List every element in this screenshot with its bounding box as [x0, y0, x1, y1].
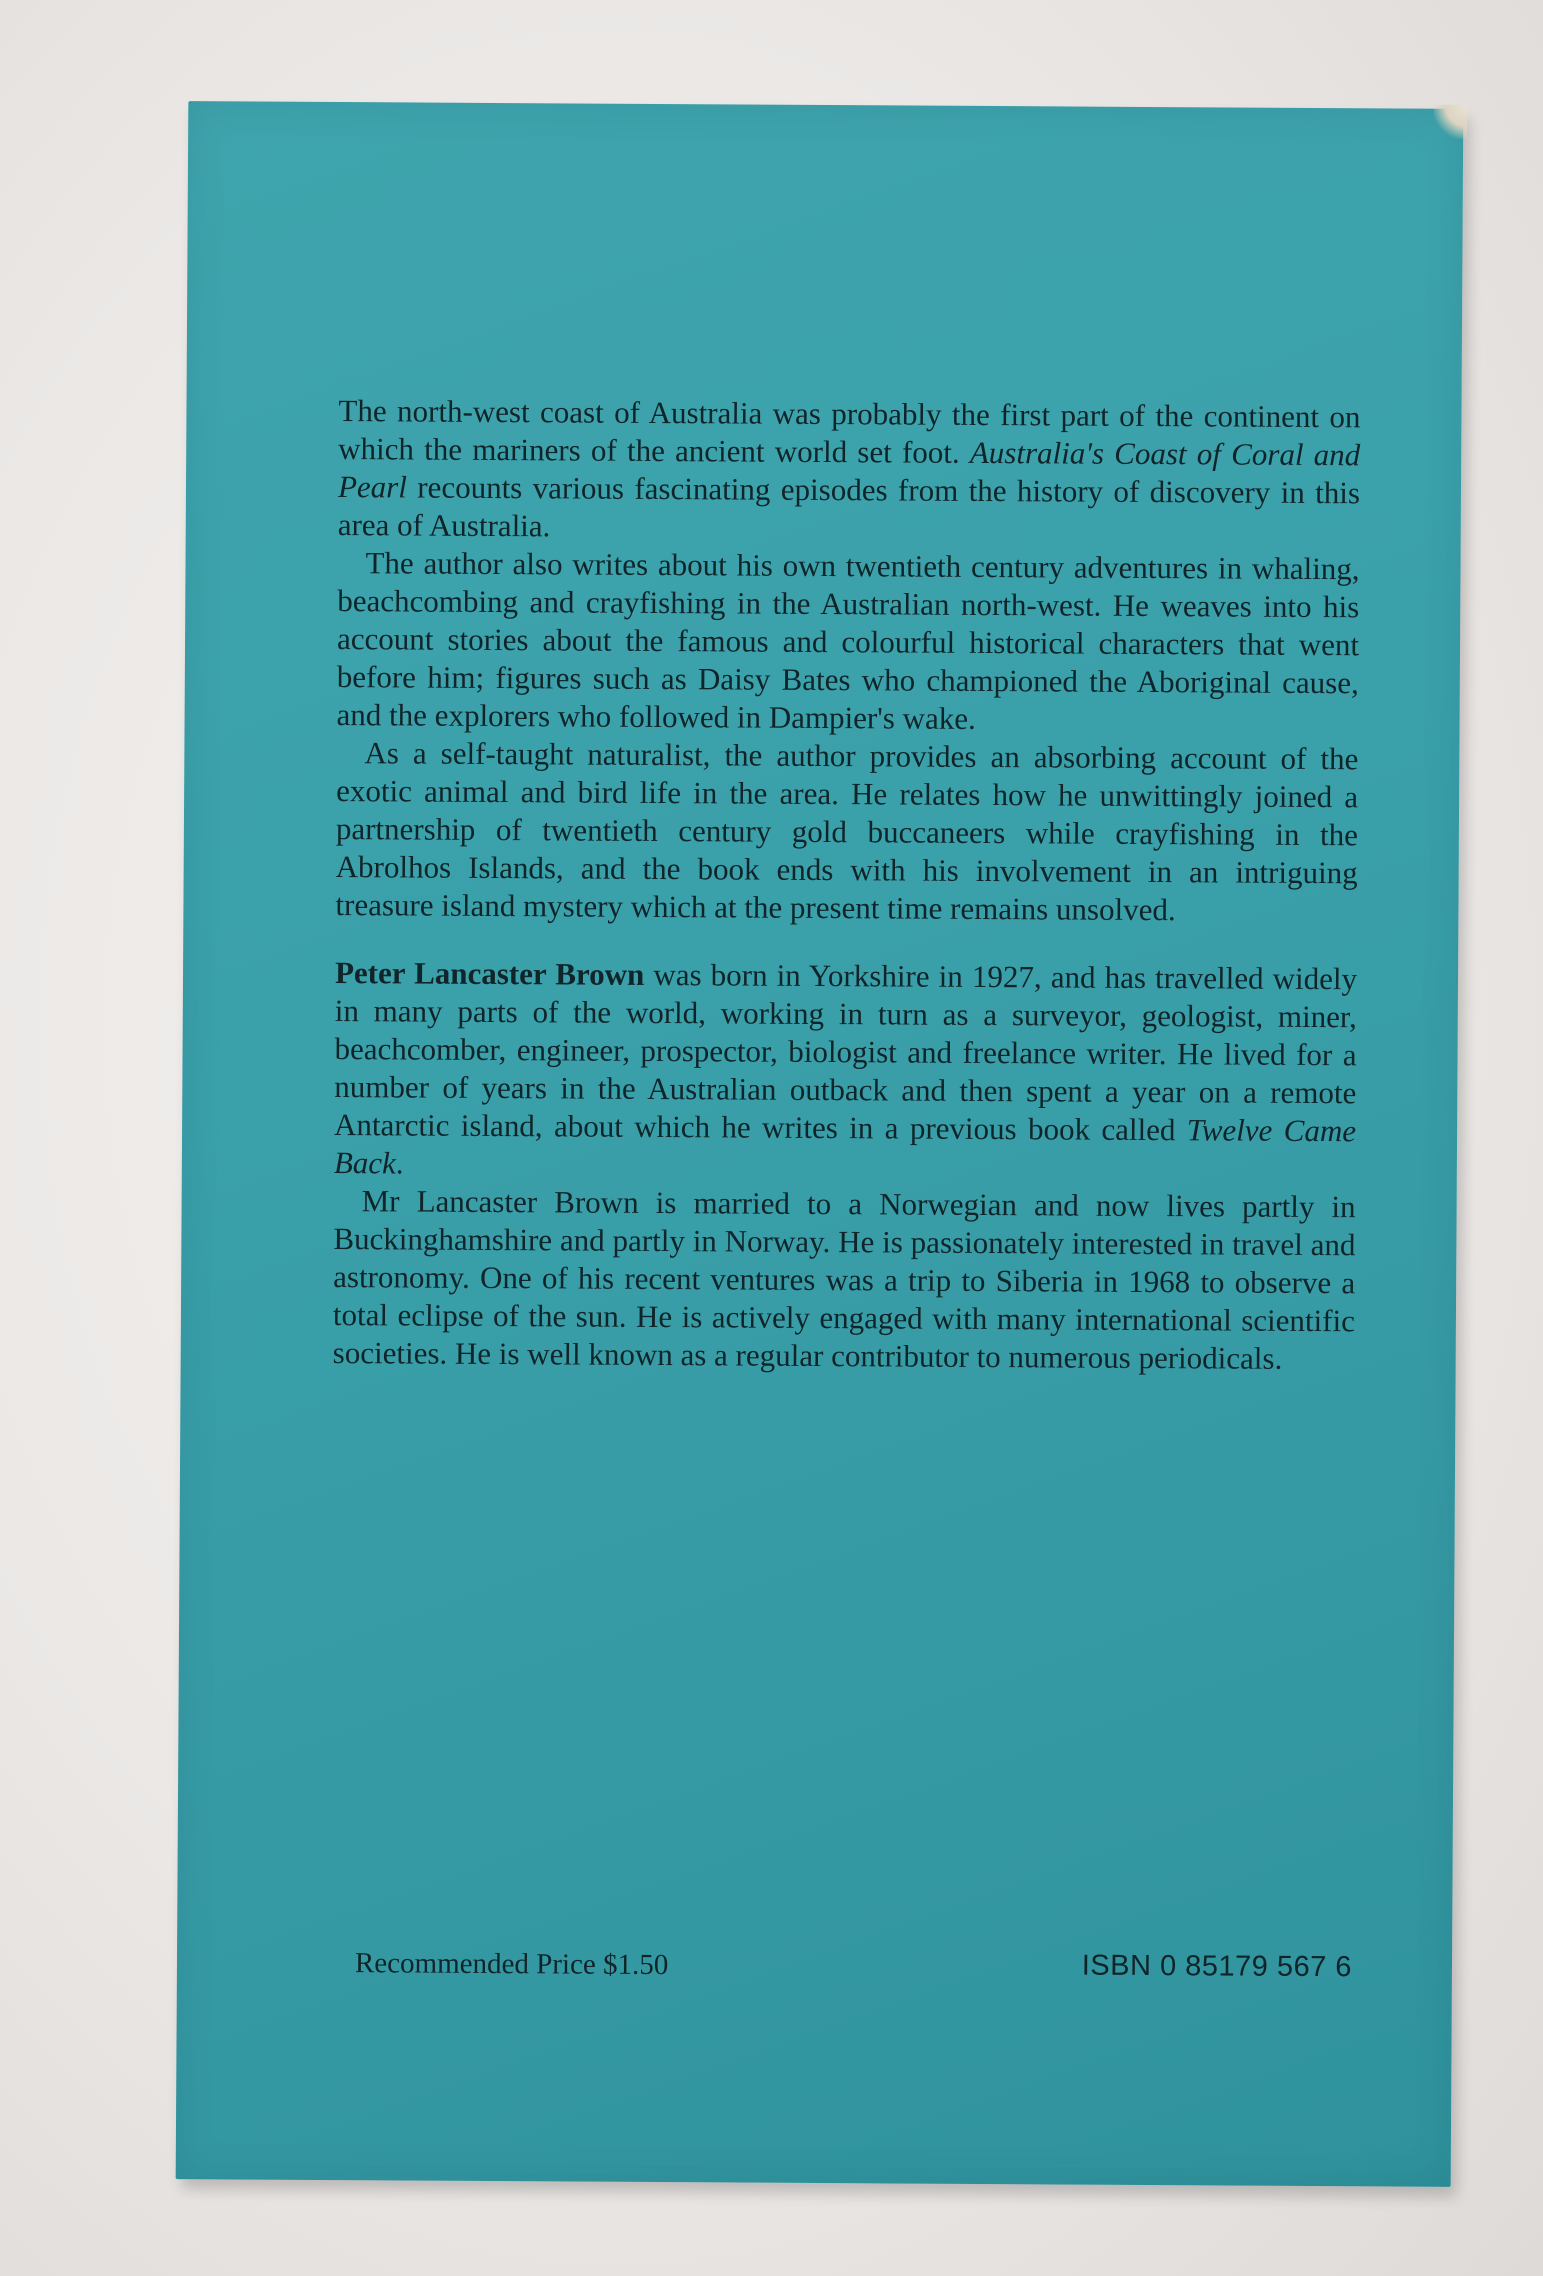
- worn-corner: [1433, 105, 1467, 139]
- author-personal-paragraph: Mr Lancaster Brown is married to a Norwegian and now lives partly in Buckinghamshire and partly in Norway. He is passionately interested in travel and astronomy. One of his recent ventures was a trip to Siberia in 1968 to observe a total eclipse of the sun. He is actively engaged with many international scientific societies. He is well known as a regular contributor to numerous periodicals.: [332, 1183, 1356, 1376]
- blurb-paragraph-3: As a self-taught naturalist, the author provides an absorbing account of the exotic animal and bird life in the area. He relates how he unwittingly joined a partnership of twentieth century gold buccaneers while crayfishing in the Abrolhos Islands, and the book ends with his involvement in an intriguing treasure island mystery which at the present time remains unsolved.: [335, 735, 1359, 928]
- blurb-paragraph-1-intro: The north-west coast of Australia was probably the first part of the continent on which the mariners of the ancient world set foot.: [338, 393, 1361, 470]
- book-title: Australia's Coast of Coral and Pearl: [337, 434, 1361, 505]
- blurb-paragraph-2: The author also writes about his own twentieth century adventures in whaling, beachcombing and crayfishing in the Australian north-west. He weaves into his account stories about the famous and colourful historical characters that went before him; figures such as Daisy Bates who championed the Aboriginal cause, and the explorers who followed in Dampier's wake.: [336, 545, 1360, 736]
- recommended-price: Recommended Price $1.50: [354, 1947, 669, 1982]
- author-name: Peter Lancaster Brown: [334, 955, 645, 992]
- blurb-paragraph-1-rest: recounts various fascinating episodes from the history of discovery in this area of Australia.: [337, 469, 1361, 544]
- blurb-text: [333, 392, 1361, 1378]
- isbn-number: ISBN 0 85179 567 6: [1081, 1949, 1353, 1984]
- author-bio-paragraph: [334, 954, 1357, 1188]
- author-bio-text: was born in Yorkshire in 1927, and has travelled widely in many parts of the world, working in turn as a surveyor, geologist, miner, beachcomber, engineer, prospector, biologist and freelance writer. He lived for a number of years in the Australian outback and then spent a year on a remote Antarctic island, about which he writes in a previous book called: [334, 956, 1358, 1148]
- author-bio-end: .: [395, 1145, 404, 1181]
- previous-book-title: Twelve Came Back: [333, 1112, 1357, 1181]
- blurb-paragraph-1: [338, 392, 1361, 550]
- book-back-cover: [176, 101, 1464, 2187]
